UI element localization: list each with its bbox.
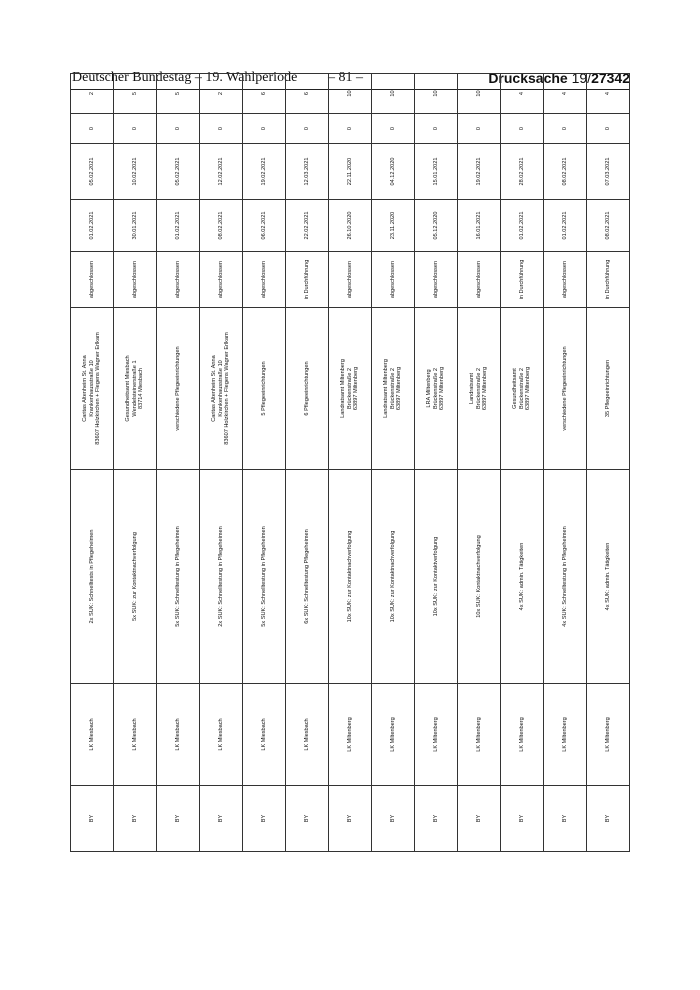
cell-land: BY — [501, 786, 544, 852]
cell-status: abgeschlossen — [71, 252, 114, 308]
cell-einsatzort: verschiedene Pflegeeinrichtungen — [544, 308, 587, 470]
cell-ende: 22.11.2020 — [329, 144, 372, 200]
cell-count-a: 0 — [200, 114, 243, 144]
cell-count-b: 6 — [243, 74, 286, 114]
cell-count-b: 2 — [200, 74, 243, 114]
cell-count-a: 0 — [114, 114, 157, 144]
cell-einsatzort: Caritas Altenheim St. Anna Krankenhausstraße 10 83607 Holzkirchen + Flegens Wagner Erlkam — [200, 308, 243, 470]
cell-land: BY — [243, 786, 286, 852]
cell-count-b: 10 — [458, 74, 501, 114]
cell-kreis: LK Miesbach — [157, 684, 200, 786]
table-row — [157, 74, 200, 852]
cell-beginn: 08.02.2021 — [587, 200, 630, 252]
cell-aufgabe: 6x SUK: Schnelltestung Pflegeheimen — [286, 470, 329, 684]
cell-status: in Durchführung — [587, 252, 630, 308]
cell-count-b: 5 — [114, 74, 157, 114]
cell-land: BY — [329, 786, 372, 852]
cell-count-b: 10 — [329, 74, 372, 114]
cell-einsatzort: 6 Pflegeeinrichtungen — [286, 308, 329, 470]
cell-status: abgeschlossen — [200, 252, 243, 308]
cell-aufgabe: 10x SUK: zur Kontaktverfolgung — [415, 470, 458, 684]
cell-kreis: LK Miesbach — [243, 684, 286, 786]
cell-ende: 05.02.2021 — [71, 144, 114, 200]
cell-count-a: 0 — [286, 114, 329, 144]
cell-land: BY — [372, 786, 415, 852]
cell-count-a: 0 — [415, 114, 458, 144]
cell-beginn: 01.02.2021 — [157, 200, 200, 252]
cell-ende: 15.01.2021 — [415, 144, 458, 200]
cell-ende: 07.03.2021 — [587, 144, 630, 200]
cell-ende: 12.02.2021 — [200, 144, 243, 200]
cell-count-a: 0 — [544, 114, 587, 144]
table-row — [71, 74, 114, 852]
cell-status: abgeschlossen — [114, 252, 157, 308]
cell-count-b: 2 — [71, 74, 114, 114]
cell-status: abgeschlossen — [372, 252, 415, 308]
cell-land: BY — [544, 786, 587, 852]
cell-land: BY — [157, 786, 200, 852]
cell-aufgabe: 2x SUK: Schnelltestung in Pflegeheimen — [200, 470, 243, 684]
cell-count-a: 0 — [372, 114, 415, 144]
cell-count-b: 5 — [157, 74, 200, 114]
cell-ende: 19.02.2021 — [458, 144, 501, 200]
cell-status: abgeschlossen — [329, 252, 372, 308]
cell-status: abgeschlossen — [157, 252, 200, 308]
cell-aufgabe: 4x SUK: Schnelltestung in Pflegeheimen — [544, 470, 587, 684]
table-row — [544, 74, 587, 852]
cell-land: BY — [286, 786, 329, 852]
cell-status: abgeschlossen — [415, 252, 458, 308]
cell-kreis: LK Miltenberg — [587, 684, 630, 786]
table-row — [372, 74, 415, 852]
table-row — [415, 74, 458, 852]
table-row — [114, 74, 157, 852]
cell-beginn: 26.10.2020 — [329, 200, 372, 252]
cell-ende: 08.02.2021 — [544, 144, 587, 200]
cell-count-a: 0 — [157, 114, 200, 144]
cell-beginn: 08.02.2021 — [200, 200, 243, 252]
header-title: Deutscher Bundestag – 19. Wahlperiode — [72, 70, 298, 85]
cell-land: BY — [114, 786, 157, 852]
table-row — [286, 74, 329, 852]
cell-count-b: 10 — [415, 74, 458, 114]
cell-einsatzort: 5 Pflegeeinrichtungen — [243, 308, 286, 470]
table-row — [458, 74, 501, 852]
cell-aufgabe: 10x SUK: Kontaktnachverfolgung — [458, 470, 501, 684]
table-row — [501, 74, 544, 852]
cell-beginn: 22.02.2021 — [286, 200, 329, 252]
cell-count-a: 0 — [458, 114, 501, 144]
cell-count-b: 6 — [286, 74, 329, 114]
cell-status: in Durchführung — [501, 252, 544, 308]
cell-aufgabe: 4x SUK: admin. Tätigkeiten — [501, 470, 544, 684]
cell-einsatzort: Gesundheitsamt Miesbach Wendelsteinerstraße 1 83714 Miesbach — [114, 308, 157, 470]
cell-kreis: LK Miltenberg — [458, 684, 501, 786]
page-number: – 81 – — [328, 70, 363, 85]
cell-kreis: LK Miltenberg — [415, 684, 458, 786]
cell-einsatzort: Landratsamt Miltenberg Brückenstraße 2 63897 Miltenberg — [329, 308, 372, 470]
cell-aufgabe: 5x SUK: zur Kontaktnachverfolgung — [114, 470, 157, 684]
cell-kreis: LK Miltenberg — [544, 684, 587, 786]
cell-count-a: 0 — [243, 114, 286, 144]
cell-aufgabe: 5x SUK: Schnelltestung in Pflegeheimen — [157, 470, 200, 684]
table-row — [587, 74, 630, 852]
cell-beginn: 23.11.2020 — [372, 200, 415, 252]
cell-status: in Durchführung — [286, 252, 329, 308]
cell-status: abgeschlossen — [458, 252, 501, 308]
cell-kreis: LK Miesbach — [114, 684, 157, 786]
cell-count-a: 0 — [587, 114, 630, 144]
cell-ende: 28.02.2021 — [501, 144, 544, 200]
cell-einsatzort: Landratsamt Miltenberg Brückenstraße 2 63897 Miltenberg — [372, 308, 415, 470]
cell-aufgabe: 5x SUK: Schnelltestung in Pflegeheimen — [243, 470, 286, 684]
cell-beginn: 01.02.2021 — [501, 200, 544, 252]
cell-count-b: 4 — [544, 74, 587, 114]
cell-aufgabe: 2x SUK: Schnelltests in Pflegeheimen — [71, 470, 114, 684]
cell-kreis: LK Miesbach — [286, 684, 329, 786]
cell-count-b: 4 — [587, 74, 630, 114]
cell-land: BY — [458, 786, 501, 852]
cell-kreis: LK Miltenberg — [501, 684, 544, 786]
cell-count-b: 4 — [501, 74, 544, 114]
cell-count-a: 0 — [501, 114, 544, 144]
cell-aufgabe: 10x SUK: zur Kontaktnachverfolgung — [372, 470, 415, 684]
cell-einsatzort: Gesundheitsamt Brückenstraße 2 63897 Miltenberg — [501, 308, 544, 470]
doc-number: 19/27342 — [571, 70, 630, 86]
cell-ende: 19.02.2021 — [243, 144, 286, 200]
doc-label: Drucksache — [488, 70, 568, 86]
cell-status: abgeschlossen — [544, 252, 587, 308]
cell-kreis: LK Miltenberg — [372, 684, 415, 786]
cell-count-b: 10 — [372, 74, 415, 114]
cell-land: BY — [587, 786, 630, 852]
cell-aufgabe: 10x SUK: zur Kontaktnachverfolgung — [329, 470, 372, 684]
cell-land: BY — [415, 786, 458, 852]
table-row — [329, 74, 372, 852]
cell-einsatzort: verschiedene Pflegeeinrichtungen — [157, 308, 200, 470]
cell-status: abgeschlossen — [243, 252, 286, 308]
deployment-table — [70, 73, 630, 852]
cell-aufgabe: 4x SUK: admin. Tätigkeiten — [587, 470, 630, 684]
table-row — [200, 74, 243, 852]
cell-ende: 10.02.2021 — [114, 144, 157, 200]
cell-ende: 05.02.2021 — [157, 144, 200, 200]
cell-einsatzort: Landratsamt Brückenstraße 2 63897 Miltenberg — [458, 308, 501, 470]
cell-kreis: LK Miesbach — [200, 684, 243, 786]
cell-ende: 12.03.2021 — [286, 144, 329, 200]
cell-beginn: 06.02.2021 — [243, 200, 286, 252]
cell-einsatzort: 35 Pflegeeinrichtungen — [587, 308, 630, 470]
cell-count-a: 0 — [329, 114, 372, 144]
cell-land: BY — [200, 786, 243, 852]
table-row — [243, 74, 286, 852]
cell-beginn: 01.02.2021 — [71, 200, 114, 252]
cell-land: BY — [71, 786, 114, 852]
cell-count-a: 0 — [71, 114, 114, 144]
cell-kreis: LK Miltenberg — [329, 684, 372, 786]
cell-beginn: 05.12.2020 — [415, 200, 458, 252]
cell-beginn: 01.02.2021 — [544, 200, 587, 252]
cell-einsatzort: Caritas Altenheim St. Anna Krankenhausstraße 10 83607 Holzkirchen + Flegens Wagner Erlkam — [71, 308, 114, 470]
cell-beginn: 16.01.2021 — [458, 200, 501, 252]
cell-beginn: 30.01.2021 — [114, 200, 157, 252]
cell-einsatzort: LRA Miltenberg Brückenstraße 2 63897 Miltenberg — [415, 308, 458, 470]
cell-ende: 04.12.2020 — [372, 144, 415, 200]
cell-kreis: LK Miesbach — [71, 684, 114, 786]
